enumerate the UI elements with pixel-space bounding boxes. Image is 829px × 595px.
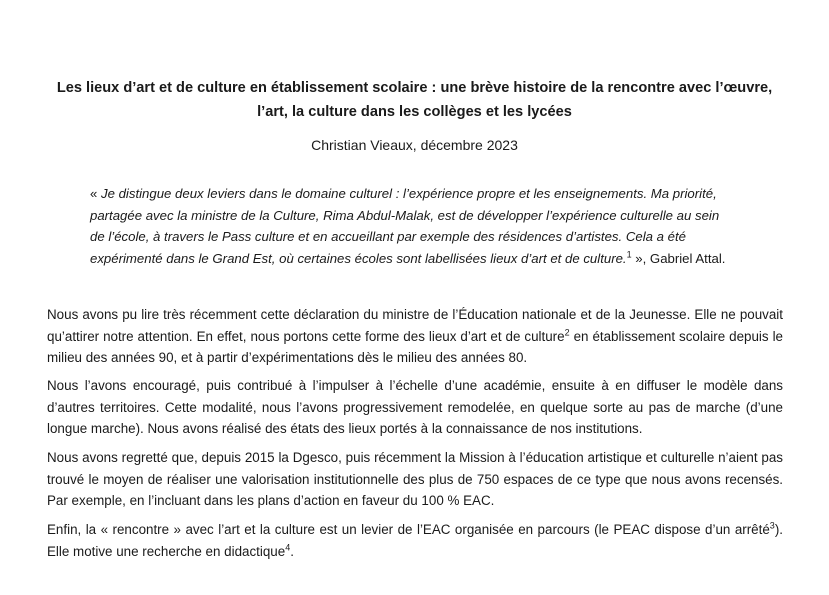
quote-open: « (90, 186, 101, 201)
paragraph-1 (47, 304, 783, 369)
footnote-ref-3[interactable]: 3 (769, 520, 775, 531)
paragraph-4-text-c: . (290, 543, 294, 559)
quote-attribution: », Gabriel Attal. (631, 250, 726, 266)
author-line: Christian Vieaux, décembre 2023 (311, 137, 518, 153)
paragraph-4 (47, 519, 783, 562)
paragraph-4-text-b: ). Elle motive une recherche en didactique (47, 522, 783, 559)
paragraph-3: Nous avons regretté que, depuis 2015 la Dgesco, puis récemment la Mission à l’éducation artistique et culturelle n’aient pas trouvé le moyen de réaliser une valorisation institutionnelle des plus de 750 espaces de ce type que nous avons recensés. Par exemple, en l’incluant dans les plans d’action en faveur du 100 % EAC. (47, 450, 783, 508)
paragraph-2: Nous l’avons encouragé, puis contribué à l’impulser à l’échelle d’une académie, ensuite à en diffuser le modèle dans d’autres territoires. Cette modalité, nous l’avons progressivement remodelée, en quelque sorte au pas de marche (d’une longue marche). Nous avons réalisé des états des lieux portés à la connaissance de nos institutions. (47, 378, 783, 436)
paragraph-4-text-a: Enfin, la « rencontre » avec l’art et la culture est un levier de l’EAC organisée en parcours (le PEAC dispose d’un arrêté (47, 522, 770, 537)
document-title: Les lieux d’art et de culture en établissement scolaire : une brève histoire de la rencontre avec l’œuvre, l’art, la culture dans les collèges et les lycées (56, 80, 773, 120)
paragraph-1-text-b: en établissement scolaire depuis le milieu des années 90, et à partir d’expérimentations dès le milieu des années 80. (47, 328, 783, 365)
quote-text: Je distingue deux leviers dans le domaine culturel : l’expérience propre et les enseignements. Ma priorité, partagée avec la ministre de la Culture, Rima Abdul-Malak, est de développer l’expérience culturelle au sein de l’école, à travers le Pass culture et en accueillant par exemple des résidences d’artistes. Cela a été expérimenté dans le Grand Est, où certaines écoles sont labellisées lieux d’art et de culture. (90, 186, 720, 266)
footnote-ref-4[interactable]: 4 (285, 542, 291, 553)
footnote-ref-2[interactable]: 2 (564, 327, 570, 338)
footnote-ref-1[interactable]: 1 (626, 249, 632, 260)
quotation-block (90, 183, 730, 269)
paragraph-1-text-a: Nous avons pu lire très récemment cette déclaration du ministre de l’Éducation nationale et de la Jeunesse. Elle ne pouvait qu’attirer notre attention. En effet, nous portons cette forme des lieux d’art et de culture (47, 307, 783, 344)
